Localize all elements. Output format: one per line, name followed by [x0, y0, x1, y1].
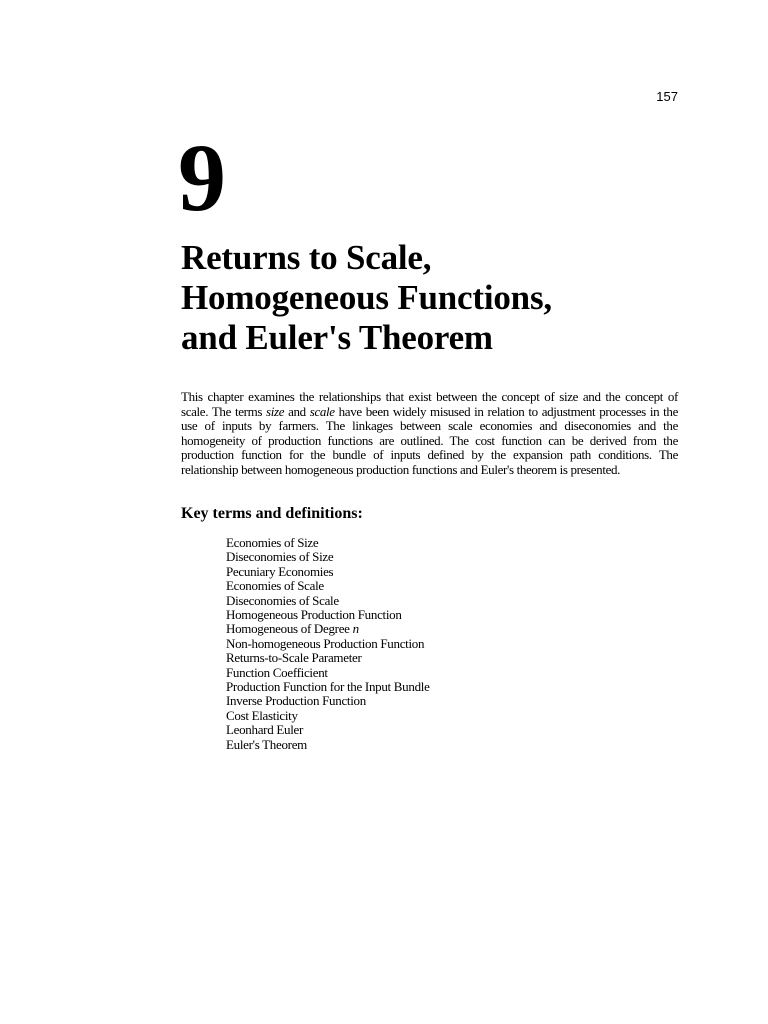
chapter-title-line-2: Homogeneous Functions,: [181, 278, 552, 317]
key-term-text: Homogeneous of Degree: [226, 621, 353, 637]
page-number: 157: [656, 89, 678, 104]
key-term-item: Diseconomies of Scale: [226, 592, 339, 608]
key-terms-heading: Key terms and definitions:: [181, 505, 363, 522]
chapter-title: [181, 238, 681, 358]
chapter-title-line-3: and Euler's Theorem: [181, 318, 493, 357]
key-term-degree-symbol: n: [352, 621, 359, 637]
chapter-introduction: [181, 390, 678, 477]
key-term-item: Returns-to-Scale Parameter: [226, 650, 362, 666]
key-term-item-degree: [226, 622, 430, 636]
key-term-item: Diseconomies of Size: [226, 549, 334, 565]
intro-text-part-3: have been widely misused in relation to adjustment processes in the use of inputs by farmers. The linkages between scale economies and diseconomies and the homogeneity of production functions are outlined. The cost function can be derived from the production function for the bundle of inputs defined by the expansion path conditions. The relationship between homogeneous production functions and Euler's theorem is presented.: [181, 403, 679, 477]
key-term-item: Non-homogeneous Production Function: [226, 635, 425, 651]
key-terms-list: [226, 536, 430, 752]
key-term-item: Euler's Theorem: [226, 736, 307, 752]
key-term-item: Economies of Size: [226, 535, 319, 550]
key-term-item: Function Coefficient: [226, 664, 328, 680]
key-term-item: Pecuniary Economies: [226, 563, 334, 579]
intro-emphasis-scale: scale: [309, 403, 335, 419]
key-term-item: Economies of Scale: [226, 578, 324, 594]
chapter-number: 9: [178, 124, 225, 231]
intro-emphasis-size: size: [266, 403, 285, 419]
key-term-item: Leonhard Euler: [226, 722, 304, 738]
intro-text-part-1: This chapter examines the relationships that exist between the concept of size and the concept of scale. The terms: [181, 389, 678, 419]
key-term-item: Inverse Production Function: [226, 693, 366, 709]
key-term-item: Cost Elasticity: [226, 707, 298, 723]
intro-text-part-2: and: [284, 403, 310, 419]
chapter-title-line-1: Returns to Scale,: [181, 238, 432, 277]
key-term-item: Production Function for the Input Bundle: [226, 679, 430, 695]
key-term-item: Homogeneous Production Function: [226, 607, 402, 623]
